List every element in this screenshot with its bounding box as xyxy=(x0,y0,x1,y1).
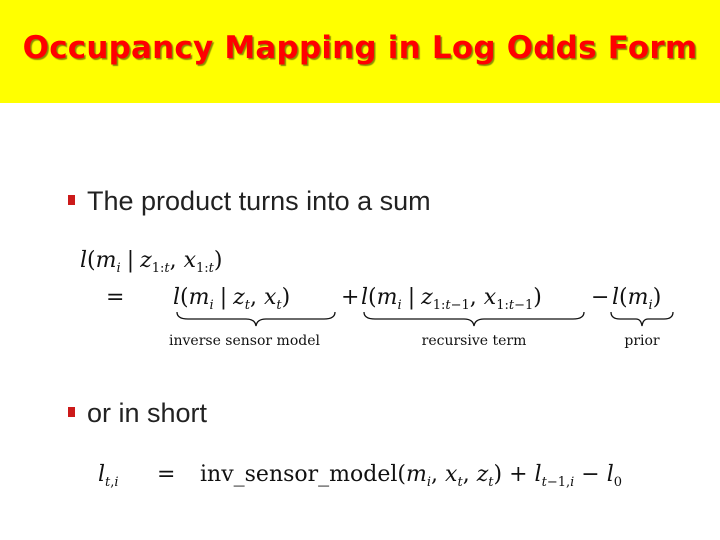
underbrace-recursive xyxy=(363,311,585,327)
title-bar xyxy=(0,0,720,103)
equation1-plus: + xyxy=(341,285,360,310)
equation1-term-prior: $l(m_i)$ xyxy=(612,285,662,313)
underbrace-inverse-sensor xyxy=(176,311,336,327)
bullet-item-sum xyxy=(68,186,431,217)
slide-title: Occupancy Mapping in Log Odds Form xyxy=(22,30,698,66)
equation1-term-recursive: $l(m_i$ | $z_{1:t-1}$, $x_{1:t-1}$) xyxy=(361,285,542,313)
underbrace-prior xyxy=(610,311,674,327)
bullet-item-short xyxy=(68,398,207,429)
equation1-lhs: $l(m_i$ | $z_{1:t}$, $x_{1:t}$) xyxy=(80,248,223,276)
bullet-marker xyxy=(68,195,75,205)
equation2-rhs: $inv\_sensor\_model(m_i$, $x_t$, $z_t) + l_{t-1,i} - l_0$ xyxy=(200,462,623,490)
brace-label-recursive: recursive term xyxy=(421,333,527,349)
bullet-text: or in short xyxy=(87,398,208,428)
brace-label-prior: prior xyxy=(624,333,660,349)
brace-label-inverse-sensor: inverse sensor model xyxy=(169,333,320,349)
equation1-equals: = xyxy=(106,285,125,310)
equation2-equals: = xyxy=(157,462,176,487)
bullet-text: The product turns into a sum xyxy=(87,186,431,216)
bullet-marker xyxy=(68,407,75,417)
equation1-minus: − xyxy=(591,285,610,310)
equation2-lhs: $l_{t,i}$ xyxy=(98,462,119,490)
equation1-term-inverse-sensor: $l(m_i$ | $z_t$, $x_t$) xyxy=(173,285,291,313)
